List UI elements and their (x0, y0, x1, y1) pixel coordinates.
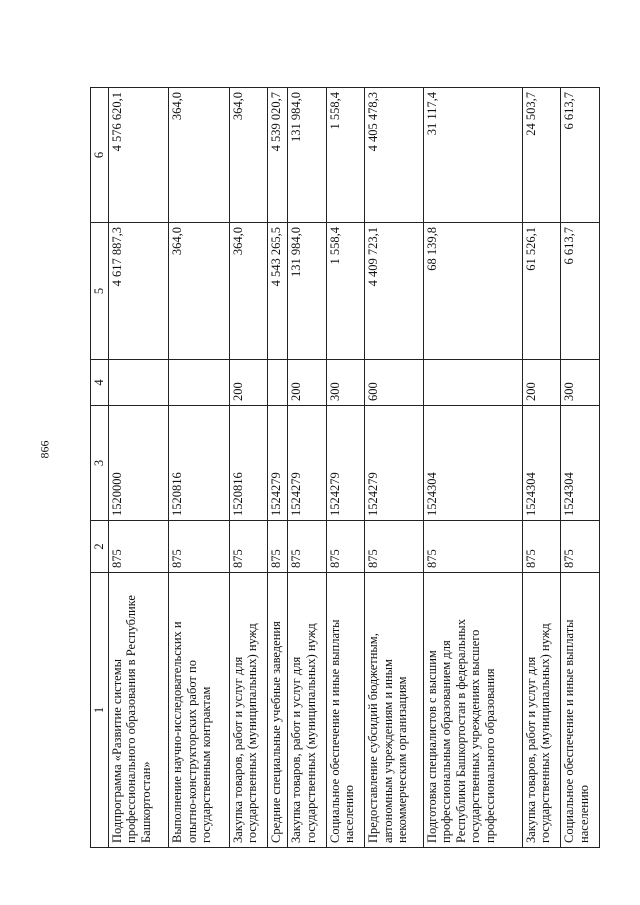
row-col4 (169, 360, 230, 406)
row-name: Средние специальные учебные заведения (268, 573, 288, 848)
header-cell-1: 1 (91, 573, 109, 848)
row-col3: 1524304 (423, 406, 522, 521)
row-name: Предоставление субсидий бюджетным, автономным учреждениям и иным некоммерческим организациям (365, 573, 423, 848)
row-col2: 875 (169, 521, 230, 573)
row-name: Подпрограмма «Развитие системы профессионального образования в Республике Башкортостан» (108, 573, 169, 848)
row-col6: 364,0 (229, 88, 268, 223)
row-col2: 875 (561, 521, 600, 573)
row-col4 (268, 360, 288, 406)
row-col6: 364,0 (169, 88, 230, 223)
header-cell-4: 4 (91, 360, 109, 406)
row-col4: 200 (522, 360, 561, 406)
table-row (326, 88, 365, 848)
row-col6: 31 117,4 (423, 88, 522, 223)
table-row (108, 88, 169, 848)
row-col5: 364,0 (229, 223, 268, 360)
row-col3: 1524304 (561, 406, 600, 521)
row-col4 (423, 360, 522, 406)
row-col5: 6 613,7 (561, 223, 600, 360)
row-col5: 1 558,4 (326, 223, 365, 360)
row-col3: 1524304 (522, 406, 561, 521)
row-col5: 131 984,0 (288, 223, 327, 360)
row-col2: 875 (288, 521, 327, 573)
table-row (522, 88, 561, 848)
header-cell-3: 3 (91, 406, 109, 521)
row-col3: 1520000 (108, 406, 169, 521)
row-col5: 4 409 723,1 (365, 223, 423, 360)
table-row (423, 88, 522, 848)
header-row (91, 88, 109, 848)
table-row (365, 88, 423, 848)
row-col2: 875 (229, 521, 268, 573)
page-number: 866 (37, 440, 52, 459)
header-cell-2: 2 (91, 521, 109, 573)
row-col2: 875 (108, 521, 169, 573)
row-name: Подготовка специалистов с высшим профессиональным образованием для Республики Башкортостан в федеральных государственных учреждениях высшего профессионального образования (423, 573, 522, 848)
row-col4: 200 (229, 360, 268, 406)
row-col2: 875 (268, 521, 288, 573)
row-col6: 131 984,0 (288, 88, 327, 223)
row-col5: 364,0 (169, 223, 230, 360)
table-row (288, 88, 327, 848)
row-col4: 600 (365, 360, 423, 406)
row-col5: 68 139,8 (423, 223, 522, 360)
row-name: Социальное обеспечение и иные выплаты населению (561, 573, 600, 848)
row-name: Социальное обеспечение и иные выплаты населению (326, 573, 365, 848)
row-col4 (108, 360, 169, 406)
table-row (229, 88, 268, 848)
row-name: Закупка товаров, работ и услуг для государственных (муниципальных) нужд (522, 573, 561, 848)
row-col6: 4 576 620,1 (108, 88, 169, 223)
row-col4: 300 (561, 360, 600, 406)
row-col4: 200 (288, 360, 327, 406)
row-col2: 875 (423, 521, 522, 573)
row-col6: 24 503,7 (522, 88, 561, 223)
row-col5: 4 543 265,5 (268, 223, 288, 360)
row-col3: 1524279 (288, 406, 327, 521)
row-col3: 1524279 (365, 406, 423, 521)
row-col3: 1524279 (268, 406, 288, 521)
header-cell-5: 5 (91, 223, 109, 360)
row-col3: 1520816 (169, 406, 230, 521)
row-name: Выполнение научно-исследовательских и опытно-конструкторских работ по государственным контрактам (169, 573, 230, 848)
row-col6: 6 613,7 (561, 88, 600, 223)
table-row (169, 88, 230, 848)
table-row (561, 88, 600, 848)
row-name: Закупка товаров, работ и услуг для государственных (муниципальных) нужд (288, 573, 327, 848)
row-col3: 1524279 (326, 406, 365, 521)
row-col5: 61 526,1 (522, 223, 561, 360)
table-row (268, 88, 288, 848)
row-name: Закупка товаров, работ и услуг для государственных (муниципальных) нужд (229, 573, 268, 848)
row-col2: 875 (326, 521, 365, 573)
row-col2: 875 (522, 521, 561, 573)
row-col5: 4 617 887,3 (108, 223, 169, 360)
rotated-table-container (90, 88, 600, 848)
row-col6: 4 539 020,7 (268, 88, 288, 223)
row-col6: 1 558,4 (326, 88, 365, 223)
row-col4: 300 (326, 360, 365, 406)
row-col3: 1520816 (229, 406, 268, 521)
budget-table (90, 87, 600, 848)
row-col2: 875 (365, 521, 423, 573)
row-col6: 4 405 478,3 (365, 88, 423, 223)
header-cell-6: 6 (91, 88, 109, 223)
